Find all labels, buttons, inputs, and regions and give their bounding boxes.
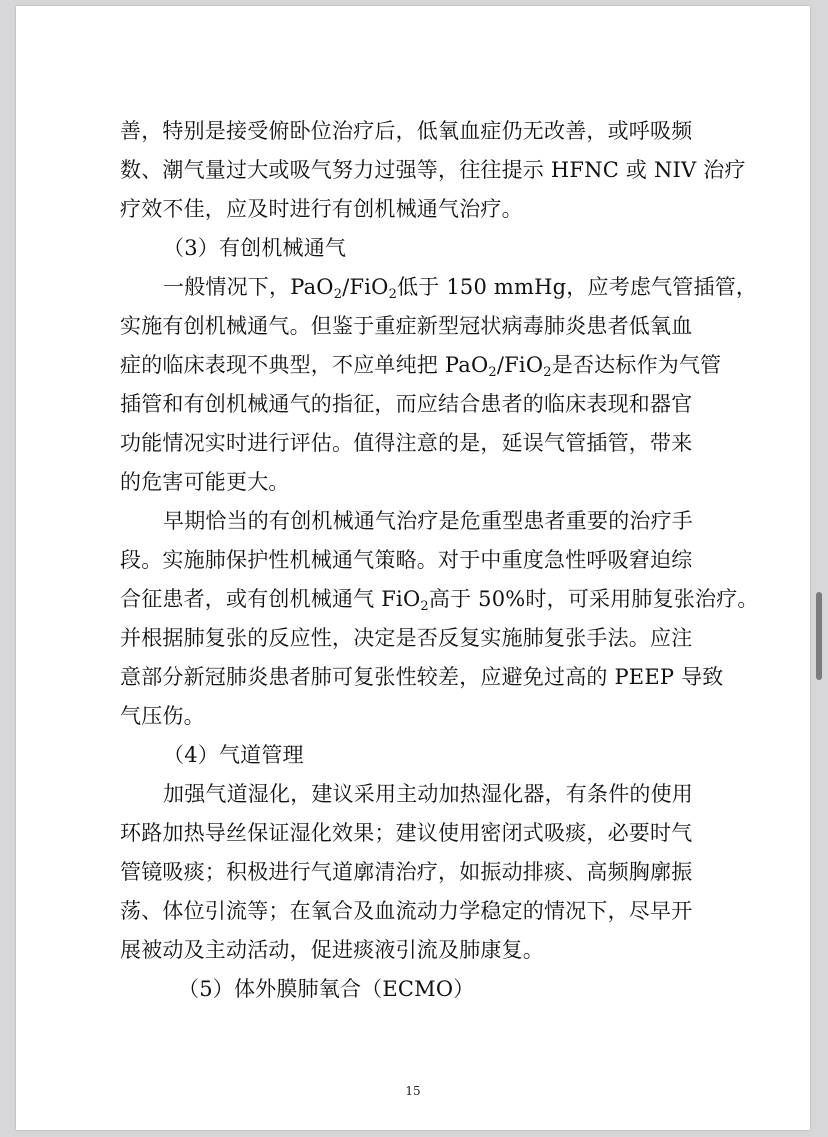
section-heading-4: （4）气道管理 — [163, 743, 304, 767]
text-line: 管镜吸痰；积极进行气道廓清治疗，如振动排痰、高频胸廓振 — [120, 860, 693, 884]
text-line: 段。实施肺保护性机械通气策略。对于中重度急性呼吸窘迫综 — [120, 548, 693, 572]
text-line: 环路加热导丝保证湿化效果；建议使用密闭式吸痰，必要时气 — [120, 821, 693, 845]
text-line: 气压伤。 — [120, 704, 205, 728]
text-line: 症的临床表现不典型，不应单纯把 PaO$_2$/FiO$_2$是否达标作为气管 — [120, 353, 722, 380]
text-line: 早期恰当的有创机械通气治疗是危重型患者重要的治疗手 — [163, 509, 693, 533]
text-line: 实施有创机械通气。但鉴于重症新型冠状病毒肺炎患者低氧血 — [120, 314, 693, 338]
page-number: 15 — [405, 1084, 421, 1098]
section-heading-3: （3）有创机械通气 — [163, 236, 347, 260]
document-page — [16, 6, 810, 1130]
text-line: 荡、体位引流等；在氧合及血流动力学稳定的情况下，尽早开 — [120, 899, 693, 923]
vertical-scrollbar[interactable] — [816, 592, 822, 680]
text-line: 的危害可能更大。 — [120, 470, 290, 494]
text-line: 并根据肺复张的反应性，决定是否反复实施肺复张手法。应注 — [120, 626, 693, 650]
text-line: 意部分新冠肺炎患者肺可复张性较差，应避免过高的 PEEP 导致 — [120, 665, 724, 689]
text-line: 功能情况实时进行评估。值得注意的是，延误气管插管，带来 — [120, 431, 693, 455]
text-line: 加强气道湿化，建议采用主动加热湿化器，有条件的使用 — [163, 782, 693, 806]
section-heading-5: （5）体外膜肺氧合（ECMO） — [178, 977, 475, 1001]
text-line: 一般情况下，PaO$_2$/FiO$_2$低于 150 mmHg，应考虑气管插管， — [163, 275, 758, 302]
text-line: 疗效不佳，应及时进行有创机械通气治疗。 — [120, 197, 523, 221]
text-line: 善，特别是接受俯卧位治疗后，低氧血症仍无改善，或呼吸频 — [120, 119, 693, 143]
text-line: 展被动及主动活动，促进痰液引流及肺康复。 — [120, 938, 544, 962]
text-line: 插管和有创机械通气的指征，而应结合患者的临床表现和器官 — [120, 392, 693, 416]
text-line: 数、潮气量过大或吸气努力过强等，往往提示 HFNC 或 NIV 治疗 — [120, 158, 746, 182]
text-line: 合征患者，或有创机械通气 FiO$_2$高于 50%时，可采用肺复张治疗。 — [120, 587, 759, 614]
